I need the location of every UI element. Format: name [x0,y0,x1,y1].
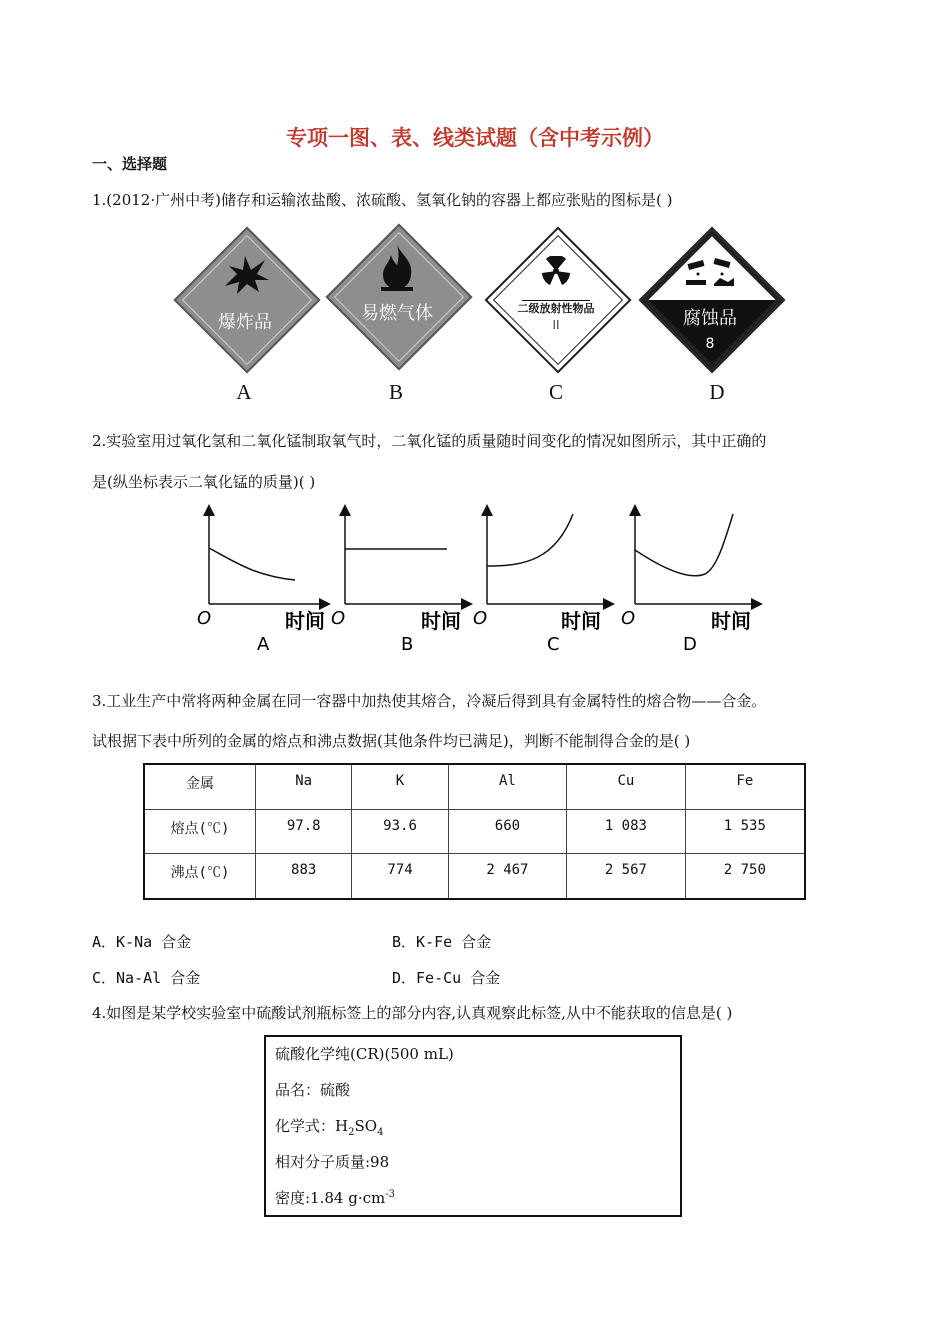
graph-d [621,510,757,655]
sign-corrosive [640,228,780,368]
option-a: A．K-Na 合金 [92,933,192,951]
question-2-line2: 是(纵坐标表示二氧化锰的质量)( ) [92,473,316,491]
graph-letter-d: D [683,634,697,655]
sign-sub-d: 8 [705,336,715,352]
mno2-graphs [185,500,775,660]
table-cell: 93.6 [352,809,448,854]
label-line-mass: 相对分子质量:98 [275,1153,390,1171]
table-cell: 660 [448,809,566,854]
radiation-icon [536,256,576,290]
sign-letter-b: B [388,380,403,404]
table-header-row [144,764,805,809]
table-cell: 97.8 [256,809,352,854]
table-header-cell: Al [448,764,566,809]
table-header-cell: 金属 [144,764,256,809]
label-line-grade: 硫酸化学纯(CR)(500 mL) [275,1045,454,1063]
table-row [144,809,805,854]
sign-sub-c: II [552,318,560,332]
table-header-cell: Na [256,764,352,809]
table-cell: 2 750 [685,854,805,899]
table-cell: 沸点(℃) [144,854,256,899]
explosion-icon [215,248,275,298]
question-2-line1: 2.实验室用过氧化氢和二氧化锰制取氧气时，二氧化锰的质量随时间变化的情况如图所示，其中正确的 [92,432,767,450]
corrosion-icon [684,256,738,292]
reagent-label [264,1035,682,1217]
table-cell: 2 467 [448,854,566,899]
origin-d: O [621,608,636,629]
graph-b [331,510,467,655]
table-header-cell: K [352,764,448,809]
question-4-text: 4.如图是某学校实验室中硫酸试剂瓶标签上的部分内容,认真观察此标签,从中不能获取的信息是( ) [92,1004,733,1022]
sign-letter-a: A [236,380,252,404]
curve-a [209,548,295,580]
question-3-line2: 试根据下表中所列的金属的熔点和沸点数据(其他条件均已满足)，判断不能制得合金的是( ) [92,732,691,750]
sign-letter-d: D [709,380,725,404]
origin-a: O [197,608,212,629]
sign-letter-c: C [548,380,563,404]
table-cell: 1 535 [685,809,805,854]
curve-c [487,514,573,566]
label-line-density: 密度:1.84 $g\cdot cm^{-3}$ [275,1189,395,1207]
sign-radioactive [486,228,626,368]
xlabel-d: 时间 [711,609,751,633]
metal-data-table [143,763,806,900]
table-cell: 1 083 [567,809,685,854]
question-1-text: 1.(2012·广州中考)储存和运输浓盐酸、浓硫酸、氢氧化钠的容器上都应张贴的图标是( ) [92,191,673,209]
graph-letter-a: A [257,634,270,655]
graph-letter-c: C [547,634,560,655]
question-3-line1: 3.工业生产中常将两种金属在同一容器中加热使其熔合，冷凝后得到具有金属特性的熔合物——合金。 [92,692,767,710]
table-cell: 883 [256,854,352,899]
option-b: B．K-Fe 合金 [392,933,492,951]
table-cell: 熔点(℃) [144,809,256,854]
label-line-formula: 化学式：$H_2SO_4$ [275,1117,384,1138]
sign-label-d: 腐蚀品 [683,308,737,329]
option-d: D．Fe-Cu 合金 [392,969,501,987]
graph-letter-b: B [401,634,414,655]
page-title: 专项一图、表、线类试题（含中考示例） [286,126,664,150]
xlabel-b: 时间 [421,609,461,633]
curve-d [635,514,733,576]
table-header-cell: Cu [567,764,685,809]
option-c: C．Na-Al 合金 [92,969,201,987]
sign-flammable-gas [327,225,467,365]
label-line-name: 品名：硫酸 [275,1081,351,1099]
table-cell: 2 567 [567,854,685,899]
table-row [144,854,805,899]
graph-c [473,510,609,655]
sign-explosive [175,228,315,368]
xlabel-c: 时间 [561,609,601,633]
xlabel-a: 时间 [285,609,325,633]
sign-label-c: 二级放射性物品 [517,302,595,315]
origin-b: O [331,608,346,629]
table-header-cell: Fe [685,764,805,809]
flame-icon [375,243,419,291]
table-cell: 774 [352,854,448,899]
origin-c: O [473,608,488,629]
section-heading: 一、选择题 [92,155,168,173]
sign-label-a: 爆炸品 [218,312,272,333]
sign-label-b: 易燃气体 [361,303,433,324]
graph-a [197,510,325,655]
